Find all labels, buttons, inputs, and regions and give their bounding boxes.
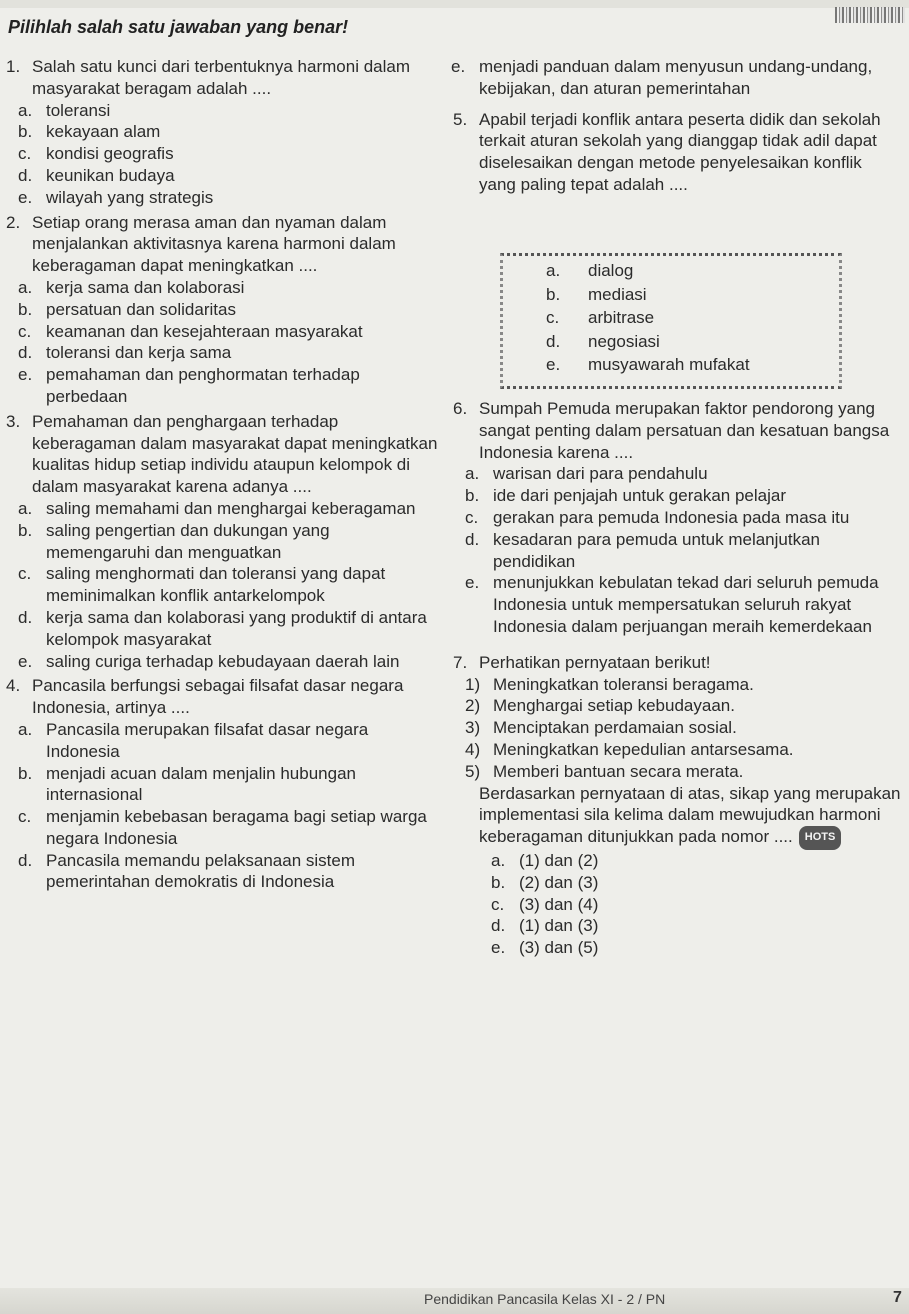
option-c[interactable]: c. (3) dan (4) <box>491 894 599 914</box>
footer-text: Pendidikan Pancasila Kelas XI - 2 / PN <box>424 1291 666 1307</box>
option-a[interactable]: a. kerja sama dan kolaborasi <box>18 277 245 297</box>
qr-code-icon <box>835 7 905 23</box>
option-b[interactable]: b. kekayaan alam <box>18 122 161 142</box>
question-4 <box>6 675 438 893</box>
question-number: 2. <box>6 212 21 232</box>
question-number: 3. <box>6 411 21 431</box>
option-a[interactable]: a. warisan dari para pendahulu <box>465 464 708 484</box>
question-number: 7. <box>453 652 468 672</box>
hots-badge: HOTS <box>799 826 842 850</box>
question-2 <box>6 212 438 408</box>
option-a[interactable]: a. dialog <box>546 261 634 280</box>
option-a[interactable]: a. saling memahami dan menghargai keberagaman <box>18 498 416 518</box>
statement-list <box>453 674 901 783</box>
option-d[interactable]: d. (1) dan (3) <box>491 916 599 936</box>
option-c[interactable]: c. arbitrase <box>546 308 655 327</box>
question-text: Pancasila berfungsi sebagai filsafat dasar negara Indonesia, artinya .... <box>32 676 404 718</box>
option-a[interactable]: a. Pancasila merupakan filsafat dasar negara Indonesia <box>18 719 369 761</box>
option-d[interactable]: d. kesadaran para pemuda untuk melanjutkan pendidikan <box>465 529 820 571</box>
option-a[interactable]: a. (1) dan (2) <box>491 850 599 870</box>
option-e[interactable]: e. wilayah yang strategis <box>18 187 214 207</box>
question-text: Apabil terjadi konflik antara peserta didik dan sekolah terkait aturan sekolah yang dianggap tidak adil dapat diselesaikan dengan metode penyelesaikan konflik yang paling tepat adalah .... <box>479 109 881 194</box>
question-5 <box>453 109 901 196</box>
option-e[interactable]: e. musyawarah mufakat <box>546 355 750 374</box>
option-b[interactable]: b. persatuan dan solidaritas <box>18 299 236 319</box>
option-d[interactable]: d. toleransi dan kerja sama <box>18 343 232 363</box>
option-c[interactable]: c. saling menghormati dan toleransi yang dapat meminimalkan konflik antarkelompok <box>18 564 386 606</box>
option-d[interactable]: d. keunikan budaya <box>18 165 175 185</box>
statement-item: 5) Memberi bantuan secara merata. <box>465 761 744 781</box>
question-number: 6. <box>453 399 468 418</box>
option-b[interactable]: b. menjadi acuan dalam menjalin hubungan internasional <box>18 763 356 805</box>
option-e[interactable]: e. (3) dan (5) <box>491 938 599 958</box>
statement-item: 4) Meningkatkan kepedulian antarsesama. <box>465 739 794 759</box>
question-1 <box>6 56 438 209</box>
option-b[interactable]: b. (2) dan (3) <box>491 872 599 892</box>
question-6 <box>453 398 901 638</box>
right-column <box>453 56 901 196</box>
option-c[interactable]: c. keamanan dan kesejahteraan masyarakat <box>18 321 363 341</box>
option-d[interactable]: d. negosiasi <box>546 331 660 351</box>
question-5-options <box>546 259 750 377</box>
question-text: Perhatikan pernyataan berikut! <box>479 652 711 672</box>
option-d[interactable]: d. Pancasila memandu pelaksanaan sistem pemerintahan demokratis di Indonesia <box>18 850 356 892</box>
option-b[interactable]: b. mediasi <box>546 284 647 304</box>
option-b[interactable]: b. ide dari penjajah untuk gerakan pelajar <box>465 486 786 506</box>
left-column <box>6 56 438 893</box>
statement-item: 2) Menghargai setiap kebudayaan. <box>465 696 735 716</box>
question-3 <box>6 411 438 673</box>
question-number: 4. <box>6 676 21 696</box>
question-text: Setiap orang merasa aman dan nyaman dalam menjalankan aktivitasnya karena harmoni dalam keberagaman dapat meningkatkan .... <box>32 212 396 276</box>
option-a[interactable]: a. toleransi <box>18 100 111 120</box>
option-d[interactable]: d. kerja sama dan kolaborasi yang produktif di antara kelompok masyarakat <box>18 607 427 649</box>
question-7-prompt: Berdasarkan pernyataan di atas, sikap yang merupakan implementasi sila kelima dalam mewujudkan harmoni keberagaman ditunjukkan pada nomor .... HOTS <box>479 783 901 850</box>
question-4-option-e[interactable]: e. menjadi panduan dalam menyusun undang-undang, kebijakan, dan aturan pemerintahan <box>451 57 873 98</box>
page-number: 7 <box>893 1289 902 1306</box>
option-c[interactable]: c. gerakan para pemuda Indonesia pada masa itu <box>465 507 850 527</box>
option-c[interactable]: c. kondisi geografis <box>18 144 174 164</box>
question-text: Salah satu kunci dari terbentuknya harmoni dalam masyarakat beragam adalah .... <box>32 57 410 98</box>
instruction-heading: Pilihlah salah satu jawaban yang benar! <box>8 17 349 37</box>
statement-item: 3) Menciptakan perdamaian sosial. <box>465 718 737 738</box>
option-e[interactable]: e. saling curiga terhadap kebudayaan daerah lain <box>18 651 400 671</box>
option-e[interactable]: e. menunjukkan kebulatan tekad dari seluruh pemuda Indonesia untuk mempersatukan seluruh rakyat Indonesia dalam perjuangan meraih kemerdekaan <box>465 573 879 636</box>
question-7 <box>453 652 901 959</box>
statement-item: 1) Meningkatkan toleransi beragama. <box>465 674 754 694</box>
question-number: 1. <box>6 57 21 76</box>
option-c[interactable]: c. menjamin kebebasan beragama bagi setiap warga negara Indonesia <box>18 807 427 848</box>
option-b[interactable]: b. saling pengertian dan dukungan yang memengaruhi dan menguatkan <box>18 520 330 562</box>
question-text: Pemahaman dan penghargaan terhadap keberagaman dalam masyarakat dapat meningkatkan kualitas hidup setiap individu ataupun kelompok di dalam masyarakat karena adanya .... <box>32 411 438 497</box>
question-number: 5. <box>453 109 468 129</box>
top-edge <box>0 0 909 8</box>
right-column-lower <box>453 398 901 959</box>
question-text: Sumpah Pemuda merupakan faktor pendorong yang sangat penting dalam persatuan dan kesatuan bangsa Indonesia karena .... <box>479 399 890 462</box>
option-e[interactable]: e. pemahaman dan penghormatan terhadap perbedaan <box>18 365 360 406</box>
